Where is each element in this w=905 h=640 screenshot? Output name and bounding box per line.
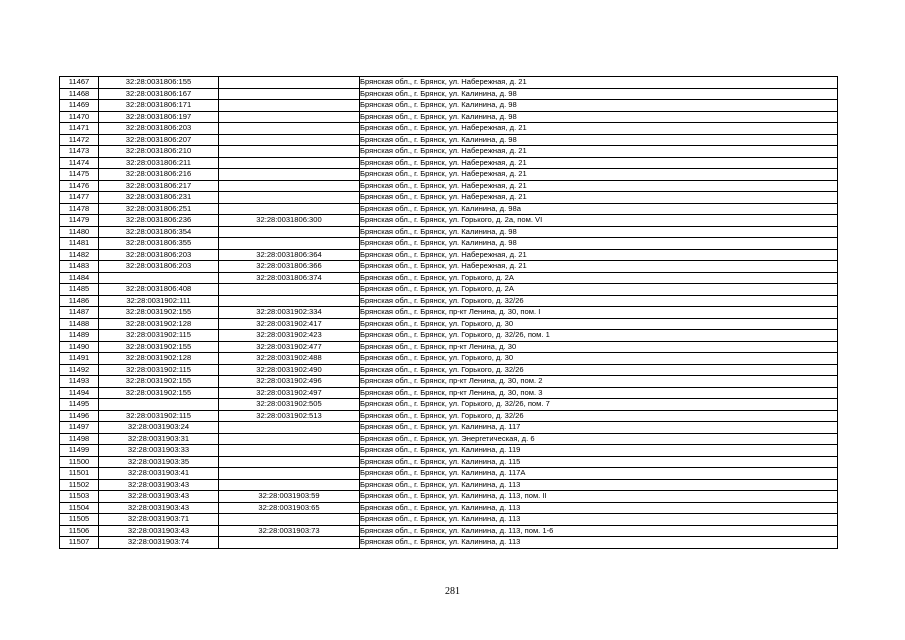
address-cell: Брянская обл., г. Брянск, ул. Энергетическая, д. 6 [360,433,838,445]
address-cell: Брянская обл., г. Брянск, пр-кт Ленина, д. 30 [360,341,838,353]
object-cadastral-number-cell [219,295,360,307]
object-cadastral-number-cell: 32:28:0031806:364 [219,249,360,261]
object-cadastral-number-cell: 32:28:0031806:366 [219,261,360,273]
object-cadastral-number-cell [219,146,360,158]
row-number-cell: 11469 [60,100,99,112]
object-cadastral-number-cell: 32:28:0031902:490 [219,364,360,376]
table-row [60,169,838,181]
address-cell: Брянская обл., г. Брянск, ул. Калинина, д. 113 [360,479,838,491]
table-row [60,525,838,537]
parcel-cadastral-number-cell: 32:28:0031903:43 [99,491,219,503]
address-cell: Брянская обл., г. Брянск, ул. Калинина, д. 113 [360,502,838,514]
table-row [60,272,838,284]
address-cell: Брянская обл., г. Брянск, ул. Набережная, д. 21 [360,249,838,261]
parcel-cadastral-number-cell: 32:28:0031806:216 [99,169,219,181]
table-row [60,249,838,261]
object-cadastral-number-cell [219,445,360,457]
table-row [60,226,838,238]
object-cadastral-number-cell [219,192,360,204]
address-cell: Брянская обл., г. Брянск, ул. Калинина, д. 117А [360,468,838,480]
address-cell: Брянская обл., г. Брянск, ул. Набережная, д. 21 [360,123,838,135]
table-row [60,502,838,514]
address-cell: Брянская обл., г. Брянск, ул. Горького, д. 32/26 [360,410,838,422]
object-cadastral-number-cell: 32:28:0031806:300 [219,215,360,227]
row-number-cell: 11475 [60,169,99,181]
parcel-cadastral-number-cell: 32:28:0031806:231 [99,192,219,204]
register-table [59,76,838,549]
object-cadastral-number-cell [219,111,360,123]
row-number-cell: 11477 [60,192,99,204]
object-cadastral-number-cell: 32:28:0031902:477 [219,341,360,353]
address-cell: Брянская обл., г. Брянск, ул. Набережная, д. 21 [360,169,838,181]
address-cell: Брянская обл., г. Брянск, ул. Калинина, д. 98а [360,203,838,215]
parcel-cadastral-number-cell: 32:28:0031903:43 [99,525,219,537]
row-number-cell: 11507 [60,537,99,549]
address-cell: Брянская обл., г. Брянск, ул. Набережная, д. 21 [360,192,838,204]
object-cadastral-number-cell [219,422,360,434]
parcel-cadastral-number-cell: 32:28:0031903:33 [99,445,219,457]
parcel-cadastral-number-cell: 32:28:0031806:155 [99,77,219,89]
parcel-cadastral-number-cell: 32:28:0031806:203 [99,123,219,135]
parcel-cadastral-number-cell: 32:28:0031902:115 [99,410,219,422]
row-number-cell: 11494 [60,387,99,399]
parcel-cadastral-number-cell: 32:28:0031903:43 [99,502,219,514]
parcel-cadastral-number-cell [99,272,219,284]
row-number-cell: 11472 [60,134,99,146]
row-number-cell: 11486 [60,295,99,307]
row-number-cell: 11504 [60,502,99,514]
table-row [60,180,838,192]
table-row [60,468,838,480]
parcel-cadastral-number-cell: 32:28:0031902:128 [99,318,219,330]
parcel-cadastral-number-cell [99,399,219,411]
table-row [60,111,838,123]
row-number-cell: 11467 [60,77,99,89]
parcel-cadastral-number-cell: 32:28:0031902:115 [99,330,219,342]
parcel-cadastral-number-cell: 32:28:0031902:128 [99,353,219,365]
parcel-cadastral-number-cell: 32:28:0031903:31 [99,433,219,445]
table-row [60,330,838,342]
table-row [60,261,838,273]
parcel-cadastral-number-cell: 32:28:0031902:115 [99,364,219,376]
row-number-cell: 11506 [60,525,99,537]
address-cell: Брянская обл., г. Брянск, ул. Калинина, д. 117 [360,422,838,434]
row-number-cell: 11479 [60,215,99,227]
object-cadastral-number-cell: 32:28:0031902:505 [219,399,360,411]
object-cadastral-number-cell [219,134,360,146]
parcel-cadastral-number-cell: 32:28:0031806:211 [99,157,219,169]
address-cell: Брянская обл., г. Брянск, пр-кт Ленина, д. 30, пом. 3 [360,387,838,399]
address-cell: Брянская обл., г. Брянск, ул. Горького, д. 2А [360,272,838,284]
address-cell: Брянская обл., г. Брянск, ул. Горького, д. 32/26 [360,295,838,307]
address-cell: Брянская обл., г. Брянск, ул. Калинина, д. 113, пом. II [360,491,838,503]
parcel-cadastral-number-cell: 32:28:0031903:35 [99,456,219,468]
parcel-cadastral-number-cell: 32:28:0031806:171 [99,100,219,112]
object-cadastral-number-cell [219,468,360,480]
parcel-cadastral-number-cell: 32:28:0031806:251 [99,203,219,215]
table-row [60,203,838,215]
object-cadastral-number-cell: 32:28:0031902:334 [219,307,360,319]
table-row [60,123,838,135]
table-row [60,433,838,445]
table-row [60,238,838,250]
table-row [60,479,838,491]
object-cadastral-number-cell: 32:28:0031902:497 [219,387,360,399]
parcel-cadastral-number-cell: 32:28:0031806:197 [99,111,219,123]
row-number-cell: 11497 [60,422,99,434]
object-cadastral-number-cell [219,157,360,169]
row-number-cell: 11495 [60,399,99,411]
object-cadastral-number-cell [219,456,360,468]
object-cadastral-number-cell: 32:28:0031903:73 [219,525,360,537]
row-number-cell: 11488 [60,318,99,330]
object-cadastral-number-cell [219,88,360,100]
address-cell: Брянская обл., г. Брянск, ул. Калинина, д. 98 [360,111,838,123]
parcel-cadastral-number-cell: 32:28:0031806:408 [99,284,219,296]
parcel-cadastral-number-cell: 32:28:0031806:210 [99,146,219,158]
object-cadastral-number-cell [219,169,360,181]
row-number-cell: 11482 [60,249,99,261]
object-cadastral-number-cell: 32:28:0031902:513 [219,410,360,422]
address-cell: Брянская обл., г. Брянск, ул. Калинина, д. 98 [360,238,838,250]
parcel-cadastral-number-cell: 32:28:0031902:155 [99,341,219,353]
address-cell: Брянская обл., г. Брянск, ул. Набережная, д. 21 [360,180,838,192]
address-cell: Брянская обл., г. Брянск, ул. Калинина, д. 98 [360,226,838,238]
row-number-cell: 11476 [60,180,99,192]
row-number-cell: 11503 [60,491,99,503]
row-number-cell: 11498 [60,433,99,445]
address-cell: Брянская обл., г. Брянск, ул. Горького, д. 2а, пом. VI [360,215,838,227]
row-number-cell: 11490 [60,341,99,353]
object-cadastral-number-cell [219,226,360,238]
object-cadastral-number-cell [219,284,360,296]
row-number-cell: 11491 [60,353,99,365]
parcel-cadastral-number-cell: 32:28:0031806:354 [99,226,219,238]
object-cadastral-number-cell: 32:28:0031902:496 [219,376,360,388]
row-number-cell: 11499 [60,445,99,457]
row-number-cell: 11500 [60,456,99,468]
row-number-cell: 11483 [60,261,99,273]
address-cell: Брянская обл., г. Брянск, пр-кт Ленина, д. 30, пом. 2 [360,376,838,388]
table-row [60,514,838,526]
address-cell: Брянская обл., г. Брянск, ул. Калинина, д. 115 [360,456,838,468]
row-number-cell: 11493 [60,376,99,388]
object-cadastral-number-cell: 32:28:0031903:59 [219,491,360,503]
address-cell: Брянская обл., г. Брянск, ул. Калинина, д. 113, пом. 1-6 [360,525,838,537]
address-cell: Брянская обл., г. Брянск, ул. Калинина, д. 113 [360,514,838,526]
parcel-cadastral-number-cell: 32:28:0031903:74 [99,537,219,549]
address-cell: Брянская обл., г. Брянск, ул. Горького, д. 30 [360,318,838,330]
object-cadastral-number-cell [219,100,360,112]
parcel-cadastral-number-cell: 32:28:0031902:155 [99,376,219,388]
object-cadastral-number-cell [219,180,360,192]
object-cadastral-number-cell: 32:28:0031806:374 [219,272,360,284]
object-cadastral-number-cell [219,123,360,135]
table-row [60,100,838,112]
object-cadastral-number-cell [219,77,360,89]
row-number-cell: 11473 [60,146,99,158]
row-number-cell: 11489 [60,330,99,342]
row-number-cell: 11487 [60,307,99,319]
table-row [60,77,838,89]
table-row [60,307,838,319]
row-number-cell: 11470 [60,111,99,123]
parcel-cadastral-number-cell: 32:28:0031903:71 [99,514,219,526]
table-row [60,353,838,365]
parcel-cadastral-number-cell: 32:28:0031903:43 [99,479,219,491]
parcel-cadastral-number-cell: 32:28:0031903:41 [99,468,219,480]
table-row [60,341,838,353]
address-cell: Брянская обл., г. Брянск, ул. Калинина, д. 113 [360,537,838,549]
object-cadastral-number-cell [219,537,360,549]
parcel-cadastral-number-cell: 32:28:0031806:167 [99,88,219,100]
table-row [60,157,838,169]
row-number-cell: 11481 [60,238,99,250]
parcel-cadastral-number-cell: 32:28:0031902:155 [99,387,219,399]
parcel-cadastral-number-cell: 32:28:0031806:355 [99,238,219,250]
row-number-cell: 11505 [60,514,99,526]
row-number-cell: 11474 [60,157,99,169]
row-number-cell: 11478 [60,203,99,215]
address-cell: Брянская обл., г. Брянск, ул. Калинина, д. 98 [360,100,838,112]
object-cadastral-number-cell: 32:28:0031903:65 [219,502,360,514]
address-cell: Брянская обл., г. Брянск, ул. Калинина, д. 98 [360,134,838,146]
parcel-cadastral-number-cell: 32:28:0031902:111 [99,295,219,307]
row-number-cell: 11471 [60,123,99,135]
parcel-cadastral-number-cell: 32:28:0031806:236 [99,215,219,227]
address-cell: Брянская обл., г. Брянск, ул. Набережная, д. 21 [360,146,838,158]
address-cell: Брянская обл., г. Брянск, ул. Набережная, д. 21 [360,77,838,89]
table-row [60,88,838,100]
object-cadastral-number-cell: 32:28:0031902:417 [219,318,360,330]
parcel-cadastral-number-cell: 32:28:0031903:24 [99,422,219,434]
address-cell: Брянская обл., г. Брянск, ул. Горького, д. 2А [360,284,838,296]
object-cadastral-number-cell: 32:28:0031902:423 [219,330,360,342]
address-cell: Брянская обл., г. Брянск, ул. Набережная, д. 21 [360,261,838,273]
row-number-cell: 11492 [60,364,99,376]
address-cell: Брянская обл., г. Брянск, ул. Горького, д. 32/26, пом. 7 [360,399,838,411]
table-row [60,215,838,227]
address-cell: Брянская обл., г. Брянск, ул. Набережная, д. 21 [360,157,838,169]
table-row [60,456,838,468]
page-number: 281 [445,586,460,597]
row-number-cell: 11502 [60,479,99,491]
table-row [60,295,838,307]
row-number-cell: 11480 [60,226,99,238]
table-row [60,364,838,376]
table-row [60,410,838,422]
parcel-cadastral-number-cell: 32:28:0031902:155 [99,307,219,319]
table-row [60,134,838,146]
table-row [60,376,838,388]
table-row [60,422,838,434]
row-number-cell: 11496 [60,410,99,422]
object-cadastral-number-cell [219,514,360,526]
table-row [60,399,838,411]
object-cadastral-number-cell [219,479,360,491]
address-cell: Брянская обл., г. Брянск, ул. Горького, д. 32/26, пом. 1 [360,330,838,342]
table-row [60,445,838,457]
table-row [60,284,838,296]
object-cadastral-number-cell: 32:28:0031902:488 [219,353,360,365]
row-number-cell: 11485 [60,284,99,296]
row-number-cell: 11501 [60,468,99,480]
table-row [60,387,838,399]
row-number-cell: 11468 [60,88,99,100]
address-cell: Брянская обл., г. Брянск, ул. Калинина, д. 119 [360,445,838,457]
object-cadastral-number-cell [219,203,360,215]
object-cadastral-number-cell [219,238,360,250]
parcel-cadastral-number-cell: 32:28:0031806:203 [99,261,219,273]
parcel-cadastral-number-cell: 32:28:0031806:217 [99,180,219,192]
parcel-cadastral-number-cell: 32:28:0031806:203 [99,249,219,261]
address-cell: Брянская обл., г. Брянск, ул. Калинина, д. 98 [360,88,838,100]
table-row [60,491,838,503]
table-row [60,146,838,158]
register-table-body [60,77,838,549]
address-cell: Брянская обл., г. Брянск, пр-кт Ленина, д. 30, пом. I [360,307,838,319]
table-row [60,318,838,330]
address-cell: Брянская обл., г. Брянск, ул. Горького, д. 30 [360,353,838,365]
address-cell: Брянская обл., г. Брянск, ул. Горького, д. 32/26 [360,364,838,376]
row-number-cell: 11484 [60,272,99,284]
parcel-cadastral-number-cell: 32:28:0031806:207 [99,134,219,146]
object-cadastral-number-cell [219,433,360,445]
table-row [60,537,838,549]
table-row [60,192,838,204]
